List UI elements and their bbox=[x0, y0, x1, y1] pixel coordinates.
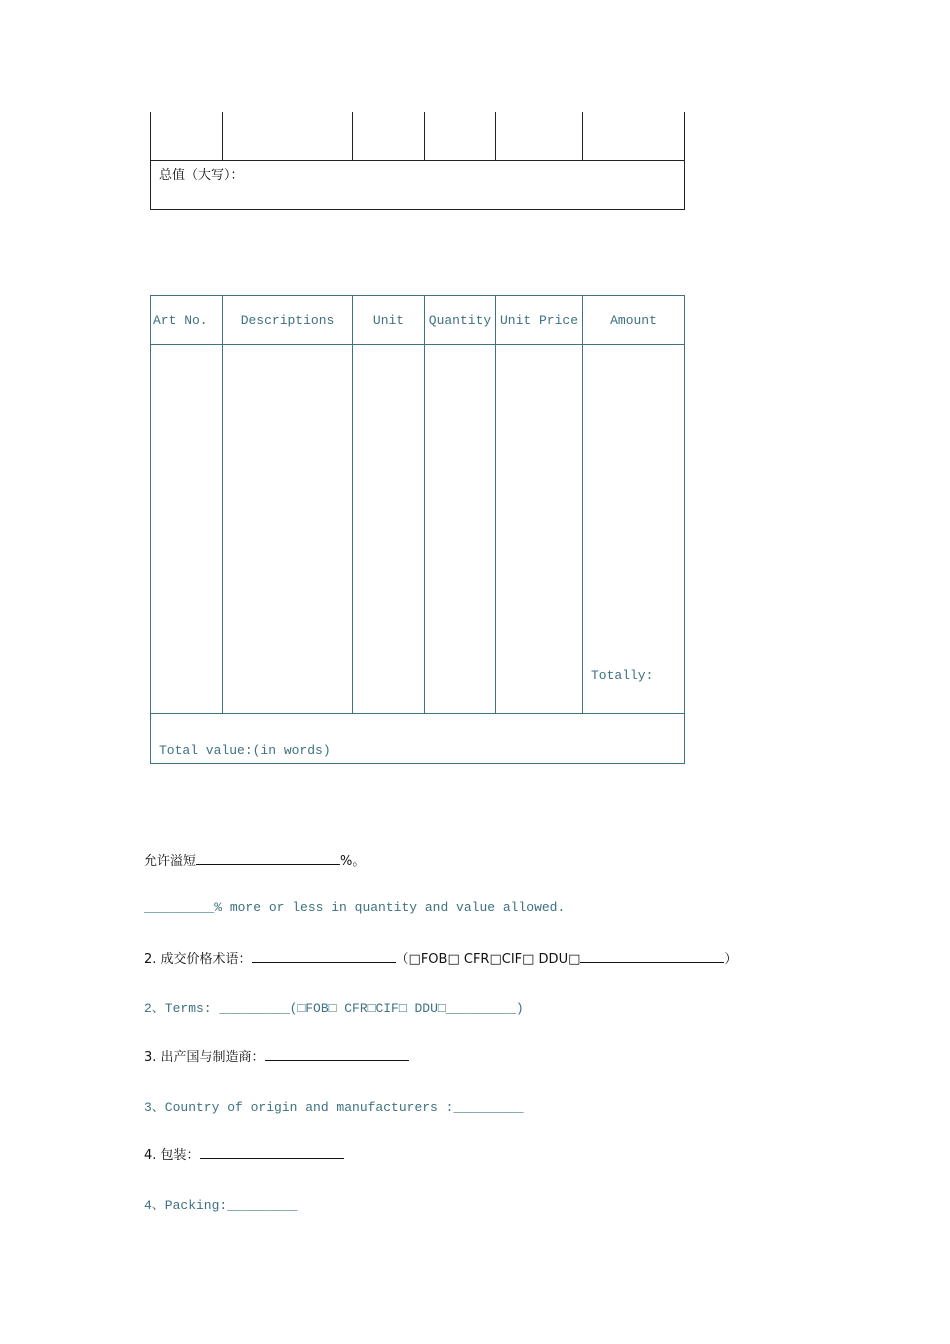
terms-cn-options: （□FOB□ CFR□CIF□ DDU□ bbox=[395, 952, 581, 967]
terms-en-line bbox=[144, 997, 524, 1016]
table-header-row bbox=[151, 296, 685, 345]
packing-cn-line bbox=[144, 1144, 344, 1163]
header-unit-price: Unit Price bbox=[496, 296, 583, 345]
packing-en-blank[interactable]: _________ bbox=[227, 1198, 298, 1213]
header-quantity: Quantity bbox=[425, 296, 496, 345]
origin-en-blank[interactable]: _________ bbox=[453, 1100, 524, 1115]
table-row bbox=[151, 443, 685, 468]
total-value-row bbox=[151, 161, 685, 186]
origin-en-line bbox=[144, 1096, 524, 1115]
overfill-cn-line bbox=[144, 850, 365, 869]
packing-en-label: 4、Packing: bbox=[144, 1198, 228, 1213]
table-row bbox=[151, 541, 685, 566]
overfill-cn-prefix: 允许溢短 bbox=[144, 854, 197, 869]
terms-en-label: 2、Terms: bbox=[144, 1001, 212, 1016]
table-row bbox=[151, 468, 685, 493]
packing-en-line bbox=[144, 1194, 297, 1213]
table-row bbox=[151, 492, 685, 517]
table-row bbox=[151, 370, 685, 395]
overfill-en-blank[interactable]: _________ bbox=[144, 900, 215, 915]
header-unit: Unit bbox=[353, 296, 425, 345]
header-amount: Amount bbox=[583, 296, 685, 345]
total-value-blank-row bbox=[151, 185, 685, 210]
table-row bbox=[151, 419, 685, 444]
overfill-en-text: % more or less in quantity and value allowed. bbox=[214, 900, 566, 915]
terms-cn-line bbox=[144, 948, 737, 967]
total-value-cn-label: 总值（大写）： bbox=[151, 161, 685, 186]
terms-cn-blank[interactable] bbox=[252, 949, 396, 963]
table-row bbox=[151, 615, 685, 640]
table-row bbox=[151, 136, 685, 161]
total-value-blank-row bbox=[151, 713, 685, 738]
chinese-goods-table bbox=[150, 112, 685, 210]
table-row bbox=[151, 394, 685, 419]
english-goods-table bbox=[150, 295, 685, 764]
table-row bbox=[151, 566, 685, 591]
table-row bbox=[151, 688, 685, 713]
totally-row bbox=[151, 664, 685, 689]
terms-cn-other-blank[interactable] bbox=[580, 949, 724, 963]
overfill-cn-suffix: %。 bbox=[340, 854, 366, 869]
totally-label: Totally: bbox=[583, 664, 685, 689]
table-row bbox=[151, 639, 685, 664]
table-row bbox=[151, 590, 685, 615]
table-row bbox=[151, 345, 685, 370]
terms-en-blank[interactable]: _________ bbox=[219, 1001, 290, 1016]
terms-cn-close: ） bbox=[724, 952, 738, 967]
table-row bbox=[151, 112, 685, 136]
origin-cn-line bbox=[144, 1046, 409, 1065]
origin-cn-label: 3. 出产国与制造商： bbox=[144, 1050, 265, 1065]
table-row bbox=[151, 517, 685, 542]
overfill-en-line bbox=[144, 900, 565, 915]
total-value-en-label: Total value:(in words) bbox=[151, 738, 685, 763]
total-value-row bbox=[151, 738, 685, 763]
terms-cn-label: 2. 成交价格术语： bbox=[144, 952, 252, 967]
origin-en-label: 3、Country of origin and manufacturers : bbox=[144, 1100, 454, 1115]
header-art-no: Art No. bbox=[151, 296, 223, 345]
overfill-cn-blank[interactable] bbox=[196, 851, 340, 865]
terms-en-close: ) bbox=[515, 1001, 524, 1016]
terms-en-options: (□FOB□ CFR□CIF□ DDU□ bbox=[289, 1001, 446, 1016]
header-descriptions: Descriptions bbox=[223, 296, 353, 345]
packing-cn-blank[interactable] bbox=[200, 1145, 344, 1159]
packing-cn-label: 4. 包装： bbox=[144, 1148, 200, 1163]
origin-cn-blank[interactable] bbox=[265, 1047, 409, 1061]
terms-en-other-blank[interactable]: _________ bbox=[445, 1001, 516, 1016]
